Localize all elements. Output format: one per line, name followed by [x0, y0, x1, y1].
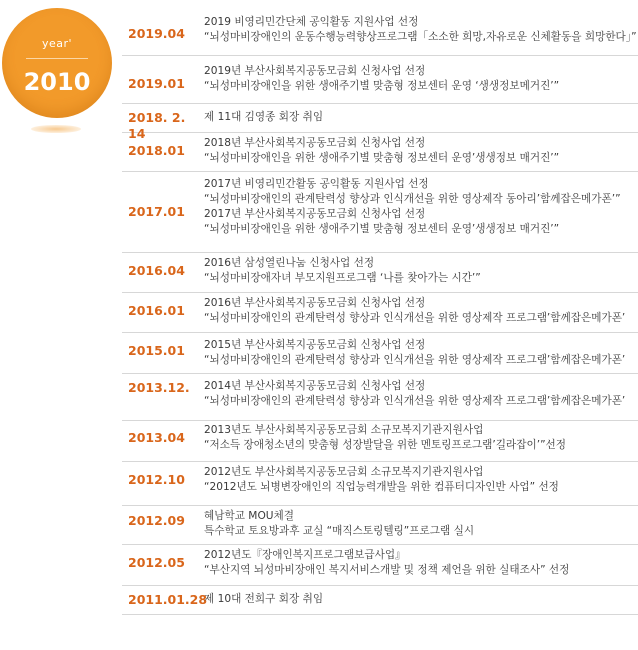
timeline-line: 2017년 비영리민간활동 공익활동 지원사업 선정 — [204, 178, 429, 190]
timeline-line: “뇌성마비장애인의 관계탄력성 향상과 인식개선을 위한 영상제작 프로그램’함께잡은메가폰’ — [204, 354, 626, 366]
timeline-line: 제 11대 김영종 회장 취임 — [204, 111, 324, 123]
year-badge — [2, 8, 112, 118]
timeline-date: 2012.10 — [128, 472, 185, 487]
timeline-description — [204, 136, 638, 166]
timeline-row — [122, 421, 638, 462]
badge-divider — [26, 58, 88, 59]
timeline-line: 2014년 부산사회복지공동모금회 신청사업 선정 — [204, 380, 426, 392]
badge-year: 2010 — [23, 68, 91, 96]
timeline-line: “저소득 장애청소년의 맞춤형 성장발달을 위한 멘토링프로그램’길라잡이’”선정 — [204, 439, 567, 451]
timeline-line: 2013년도 부산사회복지공동모금회 소규모복지기관지원사업 — [204, 424, 484, 436]
timeline-date: 2019.01 — [128, 76, 185, 91]
timeline-date: 2018. 2. 14 — [128, 110, 186, 141]
timeline-line: 2012년도『장애인복지프로그램보급사업』 — [204, 549, 406, 561]
timeline-description — [204, 110, 638, 125]
timeline-date: 2013.12. — [128, 380, 190, 395]
timeline-date: 2016.04 — [128, 263, 185, 278]
timeline-row — [122, 172, 638, 253]
timeline-description — [204, 465, 638, 495]
timeline-line: 2018년 부산사회복지공동모금회 신청사업 선정 — [204, 137, 426, 149]
timeline-date: 2012.05 — [128, 555, 185, 570]
timeline-date: 2018.01 — [128, 143, 185, 158]
timeline-date: 2013.04 — [128, 430, 185, 445]
timeline-row — [122, 545, 638, 586]
timeline-line: “뇌성마비장애인의 관계탄력성 향상과 인식개선을 위한 영상제작 프로그램’함께잡은메가폰’ — [204, 395, 626, 407]
timeline-description — [204, 548, 638, 578]
timeline-date: 2011.01.28 — [128, 592, 208, 607]
timeline-date: 2019.04 — [128, 26, 185, 41]
timeline-line: 제 10대 전희구 회장 취임 — [204, 593, 324, 605]
timeline-line: “뇌성마비장애인의 관계탄력성 향상과 인식개선을 위한 영상제작 프로그램’함께잡은메가폰’ — [204, 312, 626, 324]
timeline-date: 2016.01 — [128, 303, 185, 318]
badge-label: year' — [41, 37, 73, 50]
timeline-line: “뇌성마비장애인을 위한 생애주기별 맞춤형 정보센터 운영’생생정보 매거진’” — [204, 223, 560, 235]
timeline-line: 2015년 부산사회복지공동모금회 신청사업 선정 — [204, 339, 426, 351]
timeline-description — [204, 338, 638, 368]
timeline-date: 2012.09 — [128, 513, 185, 528]
timeline-date: 2017.01 — [128, 204, 185, 219]
timeline-line: “뇌성마비장애인의 관계탄력성 향상과 인식개선을 위한 영상제작 동아리’함께잡은메가폰’” — [204, 193, 621, 205]
timeline-line: 2012년도 부산사회복지공동모금회 소규모복지기관지원사업 — [204, 466, 484, 478]
timeline-line: “뇌성마비장애인을 위한 생애주기별 맞춤형 정보센터 운영’생생정보 매거진’” — [204, 152, 560, 164]
timeline-line: 2016년 부산사회복지공동모금회 신청사업 선정 — [204, 297, 426, 309]
timeline-row — [122, 586, 638, 615]
timeline-row — [122, 104, 638, 141]
timeline-description — [204, 177, 638, 237]
timeline-line: “2012년도 뇌병변장애인의 직업능력개발을 위한 컴퓨터디자인반 사업” 선정 — [204, 481, 559, 493]
timeline-row — [122, 506, 638, 545]
timeline-description — [204, 379, 638, 409]
timeline-line: “뇌성마비장애인의 운동수행능력향상프로그램「소소한 희망,자유로운 신체활동을 희망한다」” — [204, 31, 637, 43]
timeline-line: “뇌성마비장애인을 위한 생애주기별 맞춤형 정보센터 운영 ‘생생정보메거진’” — [204, 80, 560, 92]
timeline-row — [122, 293, 638, 333]
timeline-line: 특수학교 토요방과후 교실 “매직스토링텔링”프로그램 실시 — [204, 525, 475, 537]
timeline-date: 2015.01 — [128, 343, 185, 358]
timeline-description — [204, 509, 638, 539]
timeline-row — [122, 374, 638, 421]
timeline-line: “뇌성마비장애자녀 부모지원프로그램 ‘나를 찾아가는 시간’” — [204, 272, 481, 284]
timeline-row — [122, 56, 638, 104]
timeline-row — [122, 133, 638, 172]
timeline-line: 혜남학교 MOU체결 — [204, 510, 295, 522]
timeline-description — [204, 15, 638, 45]
timeline-line: 2019 비영리민간단체 공익활동 지원사업 선정 — [204, 16, 419, 28]
timeline-line: 2017년 부산사회복지공동모금회 신청사업 선정 — [204, 208, 426, 220]
timeline-description — [204, 592, 638, 607]
timeline-description — [204, 64, 638, 94]
timeline-row — [122, 253, 638, 293]
timeline-row — [122, 333, 638, 374]
timeline-description — [204, 423, 638, 453]
timeline-description — [204, 256, 638, 286]
badge-shadow — [31, 125, 81, 133]
timeline-line: “부산지역 뇌성마비장애인 복지서비스개발 및 정책 제언을 위한 실태조사” 선정 — [204, 564, 570, 576]
timeline-line: 2019년 부산사회복지공동모금회 신청사업 선정 — [204, 65, 426, 77]
timeline-row — [122, 462, 638, 506]
timeline-description — [204, 296, 638, 326]
timeline-row — [122, 8, 638, 56]
timeline-line: 2016년 삼성열린나눔 신청사업 선정 — [204, 257, 375, 269]
